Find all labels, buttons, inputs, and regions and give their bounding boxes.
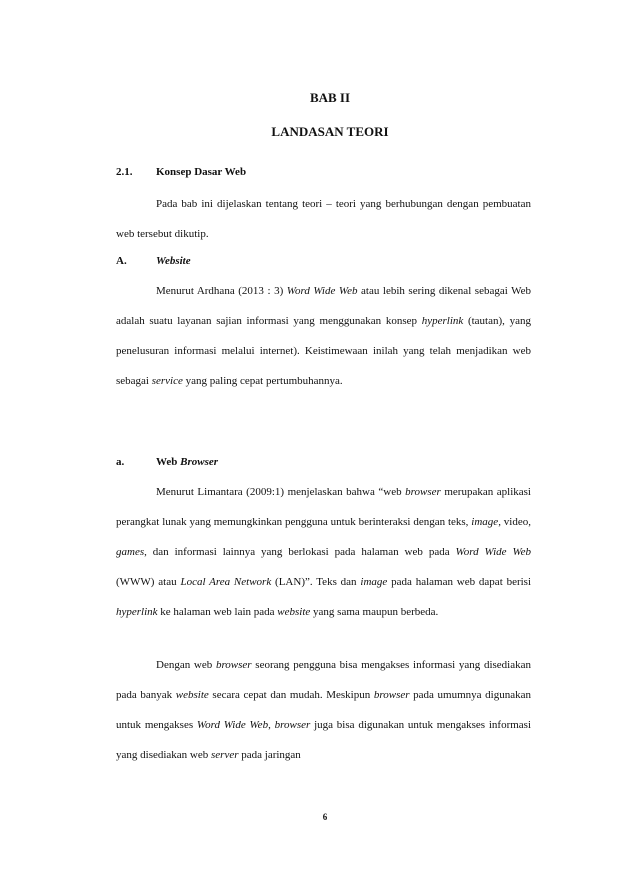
text-run-italic: hyperlink — [421, 315, 464, 327]
text-run-italic: website — [277, 606, 311, 618]
section-heading-a — [116, 255, 191, 267]
text-run: yang paling cepat pertumbuhannya. — [182, 375, 343, 387]
text-run: juga bisa digunakan untuk mengakses informasi yang disediakan web — [116, 719, 532, 761]
text-run-italic: server — [211, 749, 239, 761]
text-run-italic: image — [471, 516, 499, 528]
text-run-italic: browser — [215, 659, 252, 671]
text-run: (WWW) atau — [116, 576, 181, 588]
section-title: Web — [156, 456, 181, 468]
chapter-label: BAB II — [309, 90, 351, 105]
text-run: Menurut Ardhana (2013 : 3) — [156, 285, 287, 297]
section-number: A. — [116, 255, 127, 267]
section-title-italic: Browser — [180, 456, 219, 468]
text-run-italic: hyperlink — [116, 606, 158, 618]
text-run: (LAN)”. Teks dan — [271, 576, 361, 588]
paragraph-web-browser — [116, 477, 531, 627]
text-run: pada jaringan — [238, 749, 301, 761]
text-run: seorang pengguna bisa mengakses informasi yang disediakan pada banyak — [116, 659, 531, 701]
text-run-italic: service — [151, 375, 183, 387]
text-run: Menurut Limantara (2009:1) menjelaskan bahwa “web — [156, 486, 406, 498]
section-title: Website — [156, 255, 191, 267]
text-run-italic: Word Wide Web — [196, 719, 269, 731]
section-number: a. — [116, 456, 125, 468]
section-heading-2-1 — [116, 166, 246, 178]
text-run: ke halaman web lain pada — [157, 606, 278, 618]
paragraph-intro — [116, 189, 531, 249]
text-run-italic: Word Wide Web — [286, 285, 358, 297]
text-run: yang sama maupun berbeda. — [310, 606, 439, 618]
text-run: secara cepat dan mudah. Meskipun — [208, 689, 374, 701]
chapter-title: LANDASAN TEORI — [271, 124, 389, 139]
text-run-italic: Local Area Network — [180, 576, 272, 588]
text-run: atau lebih sering dikenal sebagai Web adalah suatu layanan sajian informasi yang menggunakan konsep — [116, 285, 532, 327]
section-heading-web-browser — [116, 456, 218, 468]
paragraph-text: Pada bab ini dijelaskan tentang teori – teori yang berhubungan dengan pembuatan web tersebut dikutip. — [116, 198, 531, 240]
text-run-italic: browser — [274, 719, 311, 731]
section-title: Konsep Dasar Web — [156, 166, 247, 178]
text-run-italic: browser — [373, 689, 410, 701]
text-run-italic: browser — [405, 486, 441, 498]
text-run-italic: games — [116, 546, 145, 558]
text-run: merupakan aplikasi perangkat lunak yang memungkinkan pengguna untuk berinteraksi dengan teks, — [116, 486, 531, 528]
text-run: pada halaman web dapat berisi — [387, 576, 532, 588]
text-run-italic: Word Wide Web — [455, 546, 531, 558]
text-run: Dengan web — [156, 659, 216, 671]
text-run-italic: image — [360, 576, 388, 588]
section-number: 2.1. — [116, 166, 133, 178]
page-number: 6 — [322, 812, 328, 822]
text-run: , video, — [498, 516, 531, 528]
text-run: pada umumnya digunakan untuk mengakses — [116, 689, 531, 731]
paragraph-website — [116, 276, 531, 396]
text-run: , dan informasi lainnya yang berlokasi pada halaman web pada — [144, 546, 456, 558]
text-run: , — [268, 719, 275, 731]
text-run: (tautan), yang penelusuran informasi melalui internet). Keistimewaan inilah yang telah menjadikan web sebagai — [116, 315, 531, 387]
paragraph-browser-usage — [116, 650, 531, 770]
text-run-italic: website — [175, 689, 209, 701]
